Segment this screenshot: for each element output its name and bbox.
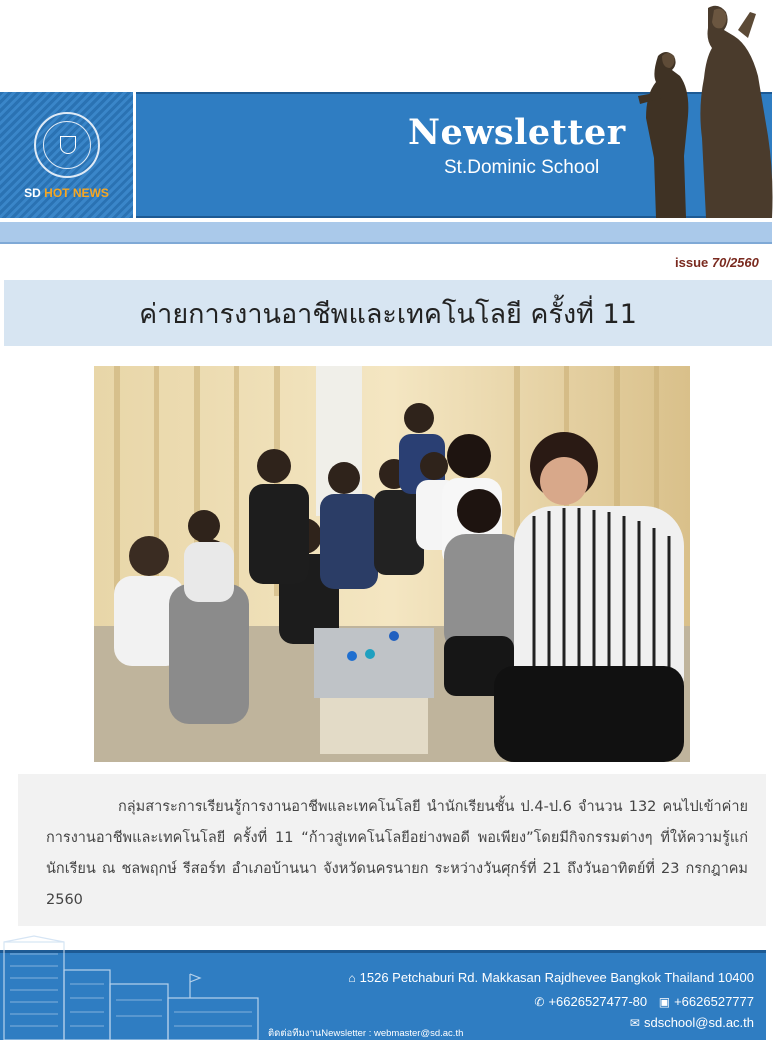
footer-contact: ติดต่อทีมงานNewsletter : webmaster@sd.ac.th (268, 1028, 464, 1039)
newsletter-title: Newsletter (408, 112, 626, 153)
fax-icon: ▣ (658, 995, 671, 1009)
article-title: ค่ายการงานอาชีพและเทคโนโลยี ครั้งที่ 11 (139, 298, 637, 330)
mail-icon: ✉ (629, 1016, 640, 1030)
footer-email[interactable]: ✉ sdschool@sd.ac.th (629, 1015, 754, 1030)
school-seal-icon (34, 112, 100, 178)
article-body-box (18, 774, 766, 926)
school-name: St.Dominic School (444, 157, 600, 178)
footer-address: ⌂ 1526 Petchaburi Rd. Makkasan Rajdhevee Bangkok Thailand 10400 (348, 970, 754, 985)
school-building-icon (0, 934, 270, 1040)
issue-number: issue 70/2560 (675, 255, 759, 270)
home-icon: ⌂ (348, 971, 356, 985)
footer-phones: ✆ +6626527477-80 ▣ +6626527777 (534, 994, 754, 1009)
logo-box (0, 92, 136, 218)
hot-news-badge: SD HOT NEWS (24, 186, 109, 200)
group-photo (94, 366, 690, 762)
divider-band (0, 222, 772, 244)
article-title-box (4, 280, 772, 346)
phone-icon: ✆ (534, 995, 545, 1009)
article-body: กลุ่มสาระการเรียนรู้การงานอาชีพและเทคโนโลยี นำนักเรียนชั้น ป.4-ป.6 จำนวน 132 คนไปเข้าค่ายการงานอาชีพและเทคโนโลยี ครั้งที่ 11 “ก้าวสู่เทคโนโลยีอย่างพอดี พอเพียง”โดยมีกิจกรรมต่างๆ ที่ให้ความรู้แก่นักเรียน ณ ชลพฤกษ์ รีสอร์ท อำเภอบ้านนา จังหวัดนครนายก ระหว่างวันศุกร์ที่ 21 ถึงวันอาทิตย์ที่ 23 กรกฎาคม 2560 (46, 799, 748, 908)
statue-illustration-icon (618, 0, 784, 218)
